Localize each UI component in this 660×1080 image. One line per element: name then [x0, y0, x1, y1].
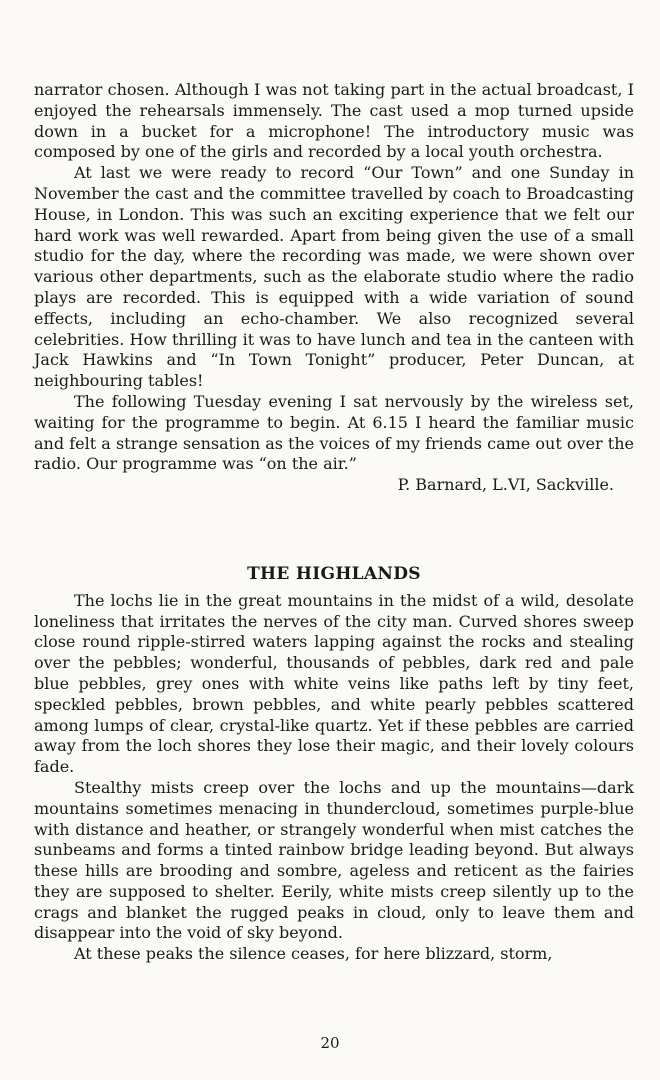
page-body [34, 80, 634, 965]
article-paragraph: At last we were ready to record “Our Town” and one Sunday in November the cast and the committee travelled by coach to Broadcasting House, in London. This was such an exciting experience that we felt our hard work was well rewarded. Apart from being given the use of a small studio for the day, where the recording was made, we were shown over various other departments, such as the elaborate studio where the radio plays are recorded. This is equipped with a wide variation of sound effects, including an echo-chamber. We also recognized several celebrities. How thrilling it was to have lunch and tea in the canteen with Jack Hawkins and “In Town Tonight” producer, Peter Duncan, at neighbouring tables! [34, 163, 634, 391]
article-paragraph: Stealthy mists creep over the lochs and up the mountains—dark mountains sometimes menacing in thundercloud, sometimes purple-blue with distance and heather, or strangely wonderful when mist catches the sunbeams and forms a tinted rainbow bridge leading beyond. But always these hills are brooding and sombre, ageless and reticent as the fairies they are supposed to shelter. Eerily, white mists creep silently up to the crags and blanket the rugged peaks in cloud, only to leave them and disappear into the void of sky beyond. [34, 777, 634, 943]
article-paragraph: narrator chosen. Although I was not taking part in the actual broadcast, I enjoyed the rehearsals immensely. The cast used a mop turned upside down in a bucket for a microphone! The introductory music was composed by one of the girls and recorded by a local youth orchestra. [34, 80, 634, 162]
article-paragraph: At these peaks the silence ceases, for here blizzard, storm, [74, 944, 553, 964]
article-paragraph: The lochs lie in the great mountains in the midst of a wild, desolate loneliness that irritates the nerves of the city man. Curved shores sweep close round ripple-stirred waters lapping against the rocks and stealing over the pebbles; wonderful, thousands of pebbles, dark red and pale blue pebbles, grey ones with white veins like paths left by tiny feet, speckled pebbles, brown pebbles, and white pearly pebbles scattered among lumps of clear, crystal-like quartz. Yet if these pebbles are carried away from the loch shores they lose their magic, and their lovely colours fade. [34, 590, 634, 777]
section-spacer [34, 496, 634, 564]
author-signature: P. Barnard, L.VI, Sackville. [397, 475, 614, 495]
article-paragraph: The following Tuesday evening I sat nervously by the wireless set, waiting for the programme to begin. At 6.15 I heard the familiar music and felt a strange sensation as the voices of my friends came out over the radio. Our programme was “on the air.” [34, 391, 634, 474]
page-number: 20 [320, 1034, 340, 1052]
section-heading: THE HIGHLANDS [247, 563, 421, 584]
